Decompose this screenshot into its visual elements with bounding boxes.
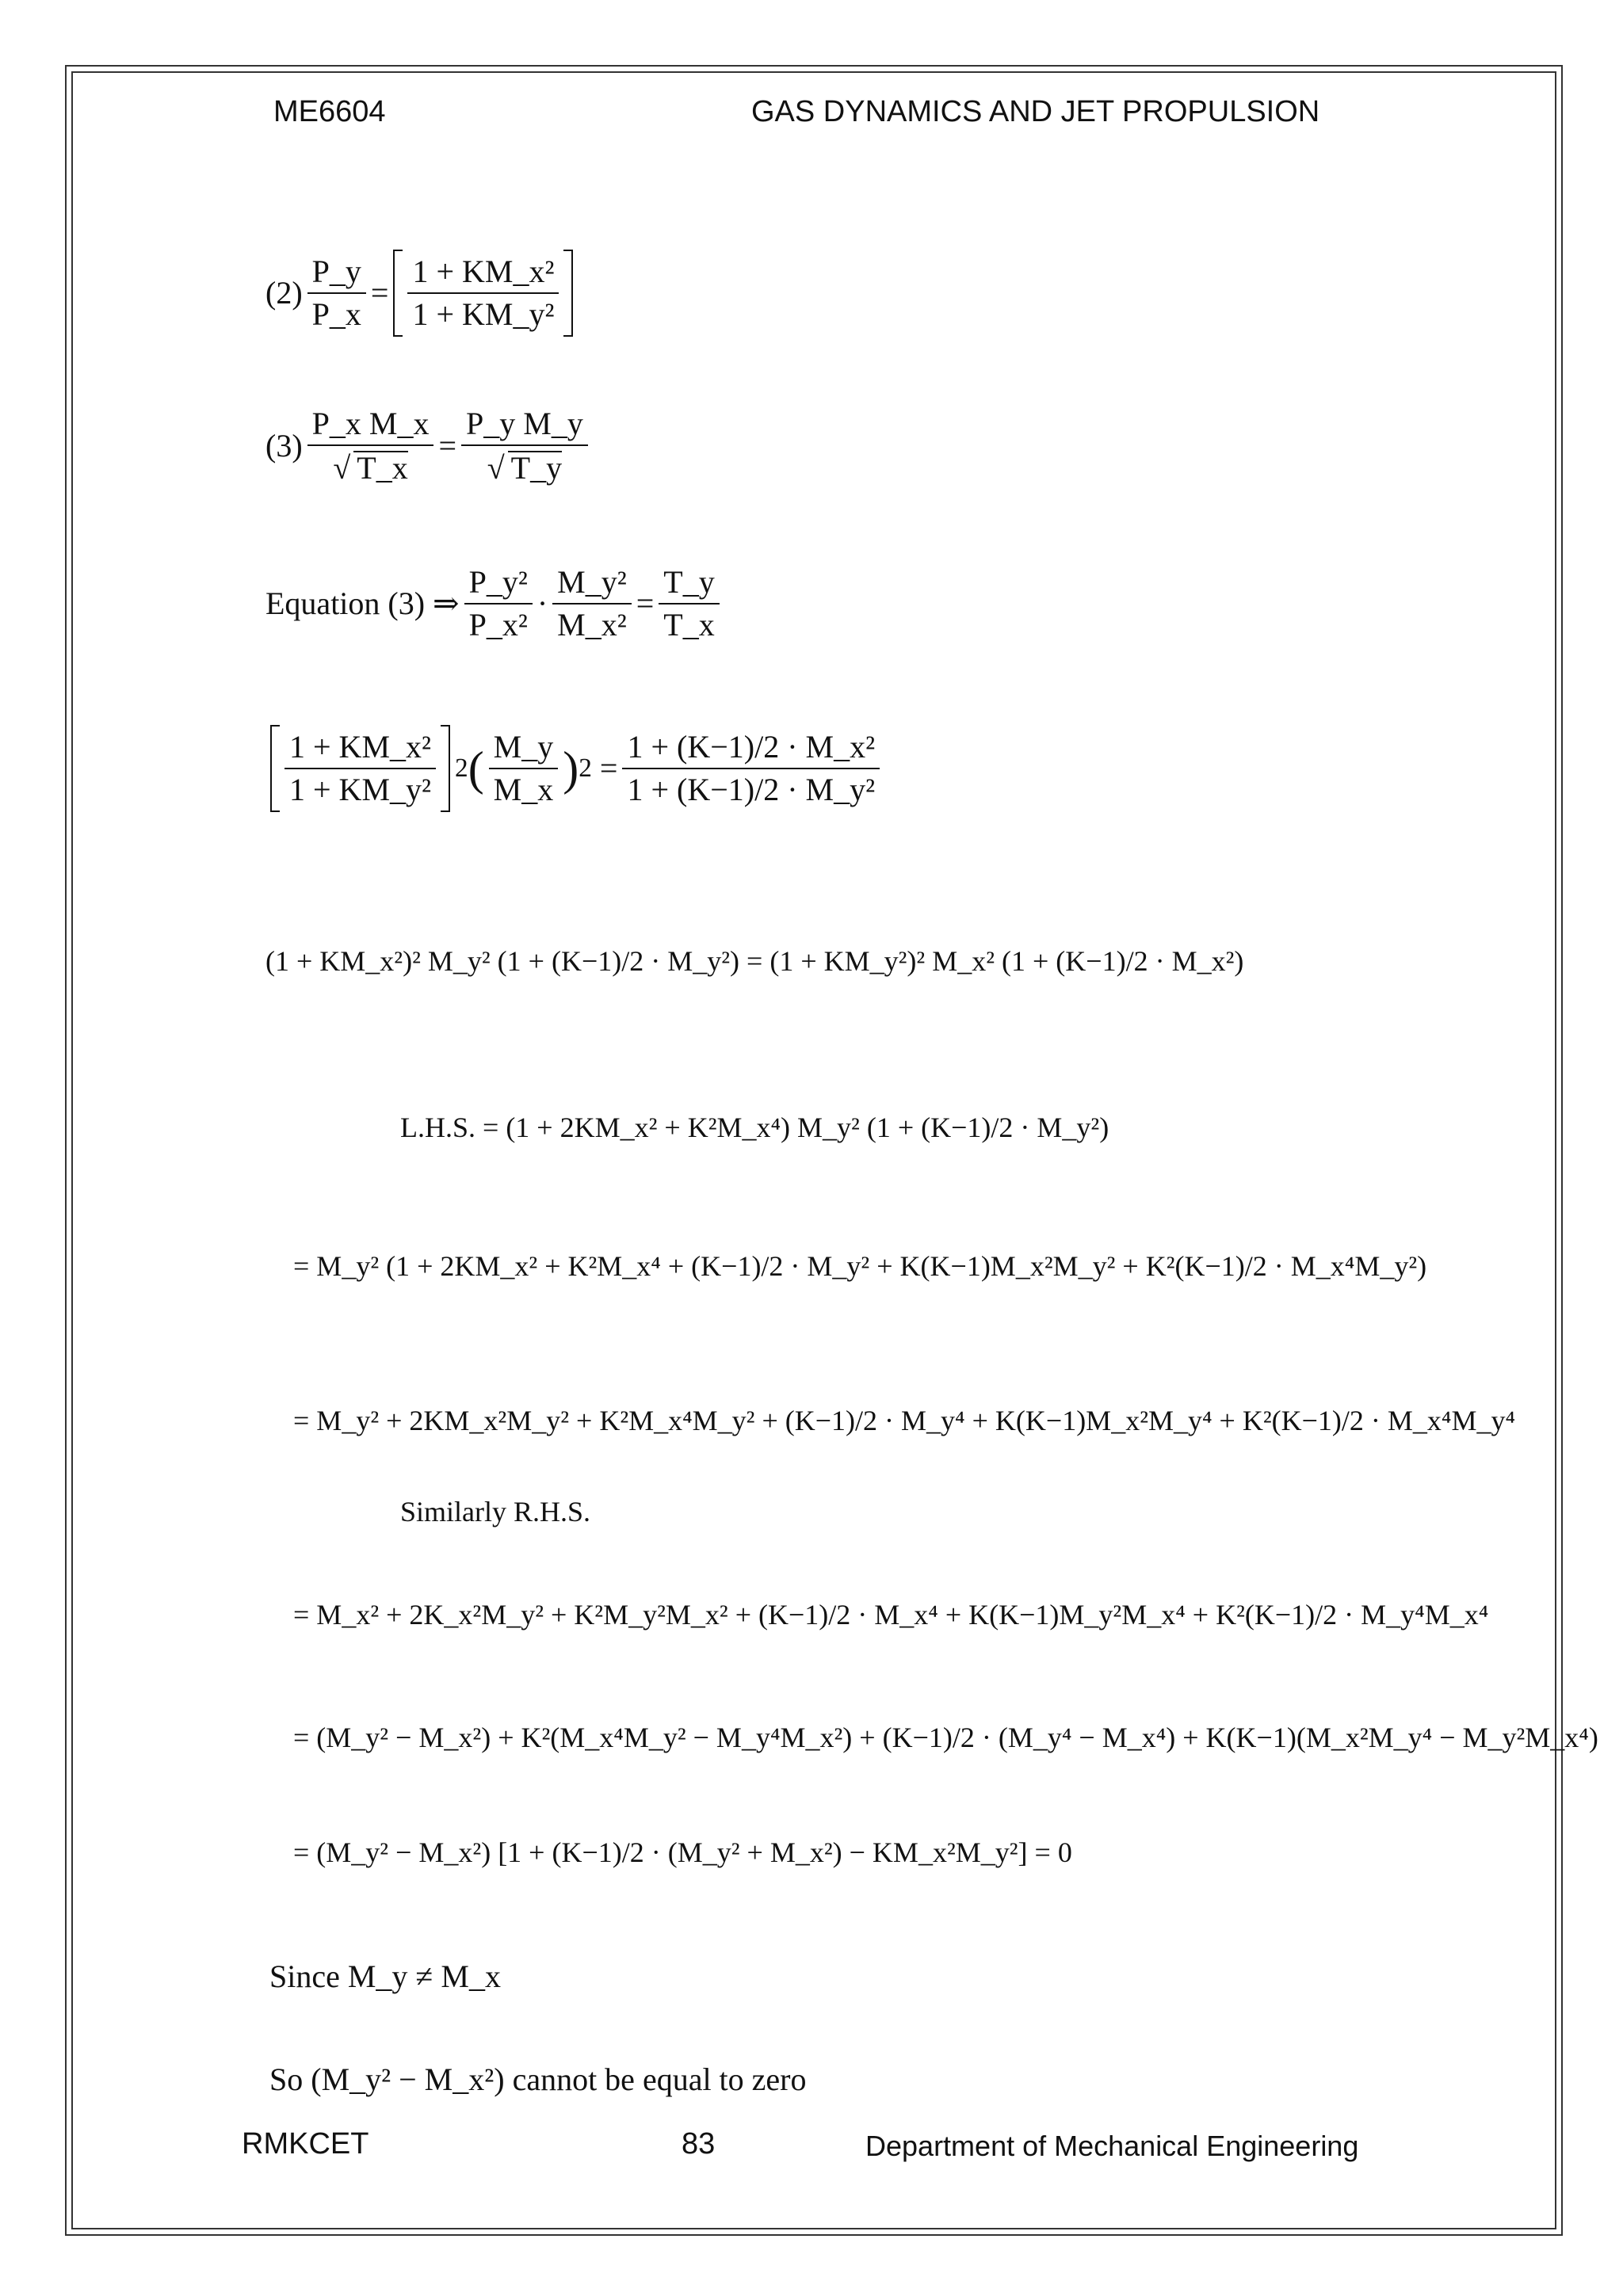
rhs-expansion: = M_x² + 2K_x²M_y² + K²M_y²M_x² + (K−1)/2 · M_x⁴ + K(K−1)M_y²M_x⁴ + K²(K−1)/2 · M_y⁴M_x⁴	[293, 1599, 1489, 1630]
factored-expression: = (M_y² − M_x²) [1 + (K−1)/2 · (M_y² + M_x²) − KM_x²M_y²] = 0	[293, 1836, 1072, 1868]
page-border-inner	[71, 71, 1556, 2229]
lhs-expansion-3: = M_y² + 2KM_x²M_y² + K²M_x⁴M_y² + (K−1)/2 · M_y⁴ + K(K−1)M_x²M_y⁴ + K²(K−1)/2 · M_x⁴M_y⁴	[293, 1405, 1516, 1436]
course-code: ME6604	[273, 95, 386, 128]
equation-2: (2) $\frac{P\_y}{P\_x}$ = $\frac{\text{1 + KM\_x²}}{\text{1 + KM\_y²}}$	[265, 250, 578, 337]
equation-5: (1 + KM_x²)² M_y² (1 + (K−1)/2 · M_y²) = (1 + KM_y²)² M_x² (1 + (K−1)/2 · M_x²)	[265, 945, 1244, 977]
equation-4: $\frac{\text{1 + KM\_x²}}{\text{1 + KM\_y²}}$ 2 ( $\frac{M\_y}{M\_x}$ ) 2 = $\frac{\text{1 + (K−1)/2 · M\_x²}}{\text{1 + (K−1)/2 · M\_y²}}$	[265, 725, 884, 812]
similarly-rhs-label: Similarly R.H.S.	[400, 1496, 591, 1527]
so-statement: So (M_y² − M_x²) cannot be equal to zero	[269, 2061, 807, 2097]
equation-3-implication: Equation (3) ⇒ $\frac{\text{P\_y²}}{\text{P\_x²}}$ · $\frac{\text{M\_y²}}{\text{M\_x²}}$ = $\frac{T\_y}{T\_x}$	[265, 566, 724, 641]
equation-3: (3) $\frac{\text{P\_x M\_x}}{√ T\_x}$ = $\frac{\text{P\_y M\_y}}{√ T\_y}$	[265, 408, 593, 484]
lhs-expansion: L.H.S. = (1 + 2KM_x² + K²M_x⁴) M_y² (1 + (K−1)/2 · M_y²)	[400, 1112, 1109, 1143]
difference-expression: = (M_y² − M_x²) + K²(M_x⁴M_y² − M_y⁴M_x²) + (K−1)/2 · (M_y⁴ − M_x⁴) + K(K−1)(M_x²M_y⁴ − M_y²M_x⁴)	[293, 1722, 1598, 1753]
college-name: RMKCET	[242, 2127, 369, 2161]
department-name: Department of Mechanical Engineering	[865, 2130, 1359, 2162]
equation-2-bracket: $\frac{\text{1 + KM\_x²}}{\text{1 + KM\_y²}}$	[393, 250, 573, 337]
equation-2-label: (2)	[265, 275, 303, 311]
equation-2-lhs: $\frac{P\_y}{P\_x}$	[307, 256, 366, 330]
lhs-expansion-2: = M_y² (1 + 2KM_x² + K²M_x⁴ + (K−1)/2 · M_y² + K(K−1)M_x²M_y² + K²(K−1)/2 · M_x⁴M_y²)	[293, 1250, 1427, 1282]
course-title: GAS DYNAMICS AND JET PROPULSION	[751, 95, 1320, 128]
page-number: 83	[682, 2127, 716, 2161]
equation-3-label: (3)	[265, 428, 303, 463]
since-statement: Since M_y ≠ M_x	[269, 1958, 501, 1994]
